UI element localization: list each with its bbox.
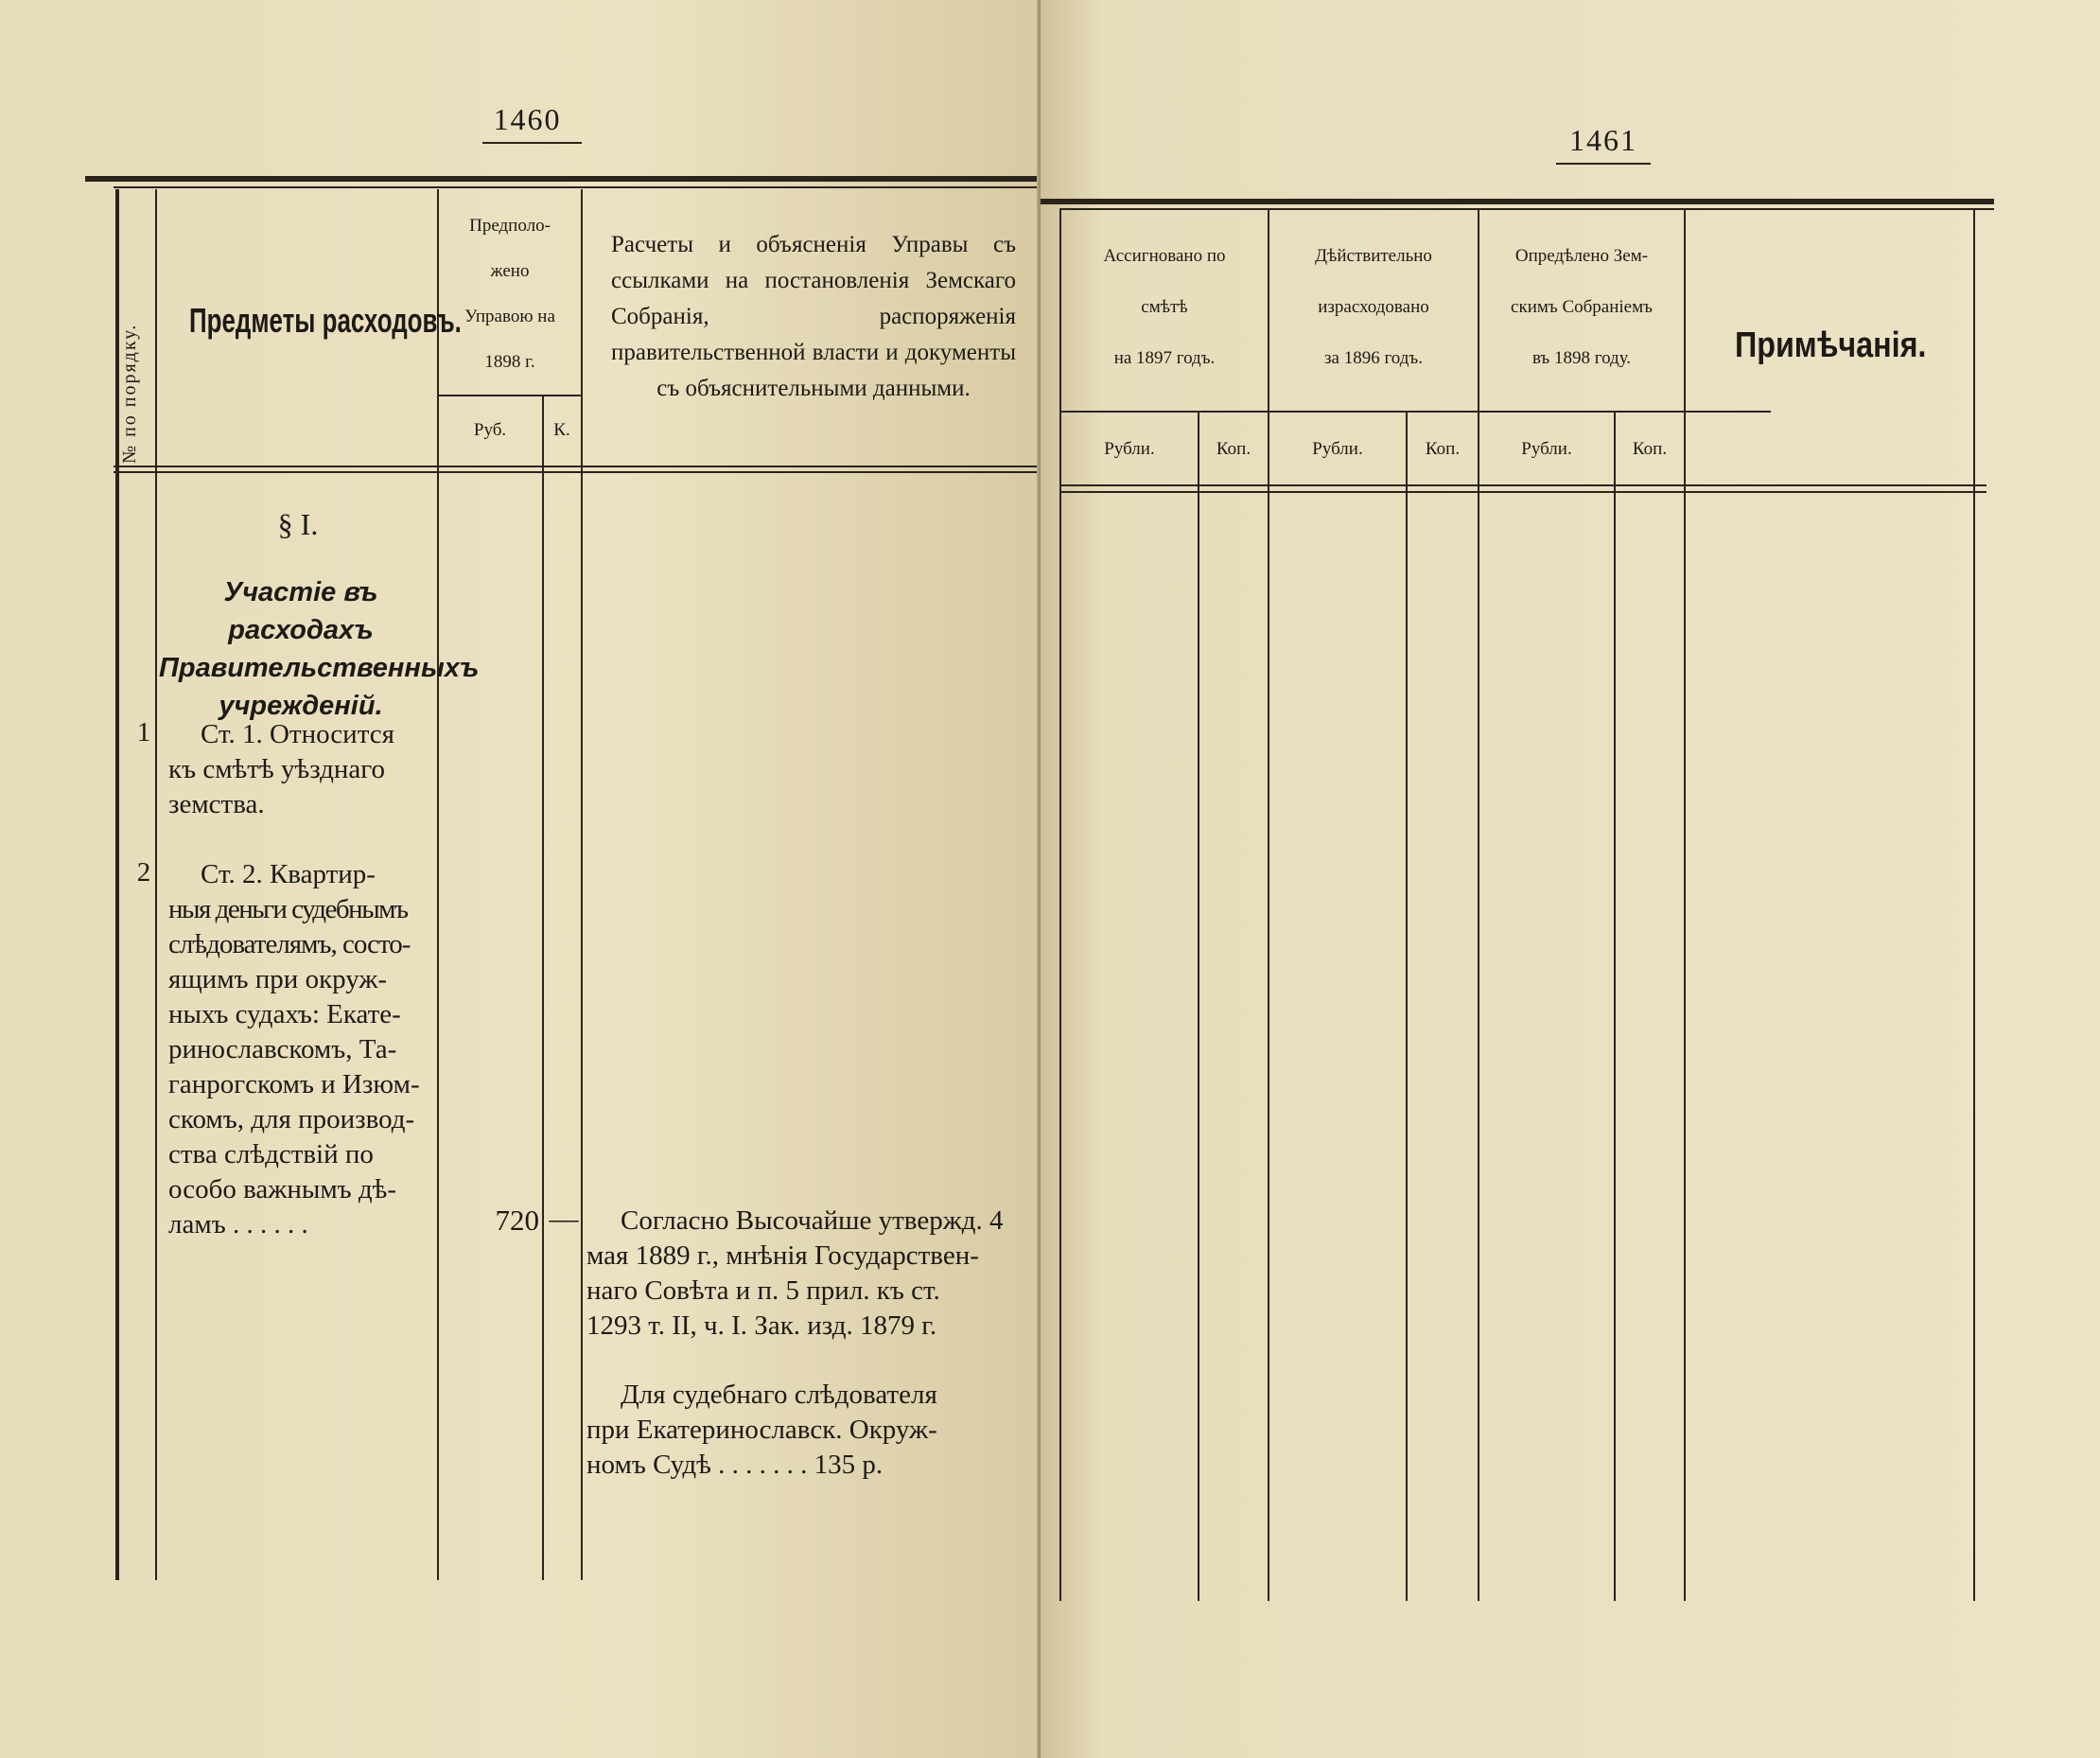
- spent-line-1: Дѣйствительно: [1315, 246, 1432, 266]
- left-page: [0, 0, 1041, 1758]
- row-1-text: [168, 717, 439, 822]
- header-spent: [1269, 231, 1478, 384]
- table-top-rule: [85, 176, 1041, 182]
- header-col-items: Предметы расходовъ.: [189, 301, 462, 340]
- right-page: [1041, 0, 2100, 1758]
- row-1-line-3: земства.: [168, 789, 265, 819]
- r-col-spent: [1268, 210, 1269, 1601]
- r-col-spent-sub: [1406, 411, 1408, 1601]
- row-2-kop: —: [549, 1202, 579, 1235]
- row-2-text: [168, 857, 439, 1242]
- row-2-explanation-2: [586, 1378, 1041, 1483]
- row-2-line-6: ринославскомъ, Та-: [168, 1034, 397, 1064]
- proposed-sub-rule: [437, 395, 581, 396]
- r-col-assigned-sub: [1198, 411, 1199, 1601]
- spent-rub-label: Рубли.: [1312, 439, 1363, 459]
- header-notes: Примѣчанія.: [1735, 325, 1927, 365]
- page-number-right: 1461: [1569, 123, 1637, 157]
- r-col-border-left: [1059, 210, 1061, 1601]
- header-col-number: [114, 323, 157, 464]
- row-number-2: 2: [136, 857, 151, 888]
- determined-line-2: скимъ Собраніемъ: [1511, 297, 1653, 317]
- assigned-line-1: Ассигновано по: [1103, 246, 1226, 266]
- explanation2-line-2: при Екатеринославск. Окруж-: [586, 1415, 937, 1445]
- determined-kop-label: Коп.: [1632, 439, 1668, 459]
- spent-line-3: за 1896 годъ.: [1324, 348, 1423, 368]
- r-col-notes: [1684, 210, 1686, 1601]
- col-border-rub: [542, 396, 544, 1580]
- right-header-sub-rule: [1059, 411, 1771, 413]
- right-table-top-rule-2: [1059, 208, 1994, 210]
- row-2-rub: 720: [495, 1204, 539, 1237]
- row-2-line-3: слѣдователямъ, состо-: [168, 929, 411, 959]
- row-2-line-5: ныхъ судахъ: Екате-: [168, 999, 401, 1029]
- section-title-line-2: Правительственныхъ: [159, 653, 480, 683]
- row-2-line-10: особо важнымъ дѣ-: [168, 1174, 397, 1204]
- r-col-border-right: [1973, 210, 1975, 1601]
- determined-line-1: Опредѣлено Зем-: [1514, 246, 1649, 266]
- assigned-line-3: на 1897 годъ.: [1113, 348, 1216, 368]
- spent-kop-label: Коп.: [1425, 439, 1461, 459]
- explanation2-line-1: Для судебнаго слѣдователя: [621, 1380, 937, 1410]
- assigned-kop-label: Коп.: [1216, 439, 1251, 459]
- header-col-number-text: № по порядку.: [119, 323, 140, 464]
- explanation-line-3: наго Совѣта и п. 5 прил. къ ст.: [586, 1275, 940, 1306]
- row-2-line-2: ныя деньги судебнымъ: [168, 894, 408, 924]
- page-number-left: 1460: [493, 102, 562, 136]
- header-assigned: [1061, 231, 1268, 384]
- proposed-line-3: Управою на: [464, 307, 555, 326]
- explanation-line-4: 1293 т. II, ч. I. Зак. изд. 1879 г.: [586, 1310, 937, 1341]
- header-determined: [1479, 231, 1684, 384]
- table-top-rule-2: [114, 186, 1041, 188]
- section-title: [159, 573, 480, 725]
- page-number-underline: [482, 142, 582, 144]
- proposed-line-2: жено: [490, 261, 530, 281]
- col-border-kop: [581, 189, 583, 1580]
- spent-line-2: израсходовано: [1318, 297, 1429, 317]
- row-2-line-7: ганрогскомъ и Изюм-: [168, 1069, 420, 1099]
- row-2-line-9: ства слѣдствій по: [168, 1139, 374, 1169]
- assigned-rub-label: Рубли.: [1104, 439, 1155, 459]
- section-mark: § I.: [277, 507, 319, 541]
- header-col-calc: Расчеты и объясненія Управы съ ссылками на постановленія Земскаго Собранія, распоряженія правительственной власти и документы съ объяснительными данными.: [611, 232, 1016, 401]
- row-2-explanation: [586, 1204, 1041, 1344]
- row-number-1: 1: [136, 717, 151, 747]
- row-1-line-1: Ст. 1. Относится: [201, 719, 394, 749]
- proposed-line-4: 1898 г.: [484, 352, 535, 372]
- right-table-top-rule: [1041, 199, 1994, 204]
- row-2-line-8: скомъ, для производ-: [168, 1104, 415, 1134]
- r-col-determined: [1478, 210, 1479, 1601]
- row-2-line-1: Ст. 2. Квартир-: [201, 859, 376, 889]
- proposed-line-1: Предполо-: [469, 216, 551, 236]
- row-2-line-11: ламъ . . . . . .: [168, 1209, 308, 1239]
- header-col-kop: К.: [553, 420, 570, 440]
- explanation-line-2: мая 1889 г., мнѣнія Государствен-: [586, 1240, 979, 1271]
- explanation2-line-3: номъ Судѣ . . . . . . . 135 р.: [586, 1450, 884, 1480]
- r-col-determined-sub: [1614, 411, 1616, 1601]
- header-bottom-rule-2: [114, 471, 1041, 473]
- determined-rub-label: Рубли.: [1521, 439, 1572, 459]
- row-1-line-2: къ смѣтѣ уѣзднаго: [168, 754, 385, 784]
- col-border-number: [155, 189, 157, 1580]
- row-2-line-4: ящимъ при окруж-: [168, 964, 388, 994]
- header-col-proposed: [439, 203, 581, 385]
- section-title-line-3: учрежденій.: [219, 691, 383, 721]
- header-col-rub: Руб.: [473, 420, 507, 440]
- page-number-underline-right: [1556, 163, 1651, 165]
- assigned-line-2: смѣтѣ: [1141, 297, 1188, 317]
- determined-line-3: въ 1898 году.: [1531, 348, 1632, 368]
- section-title-line-1: Участіе въ расходахъ: [223, 577, 378, 645]
- header-bottom-rule: [114, 466, 1041, 467]
- explanation-line-1: Согласно Высочайше утвержд. 4: [621, 1205, 1004, 1236]
